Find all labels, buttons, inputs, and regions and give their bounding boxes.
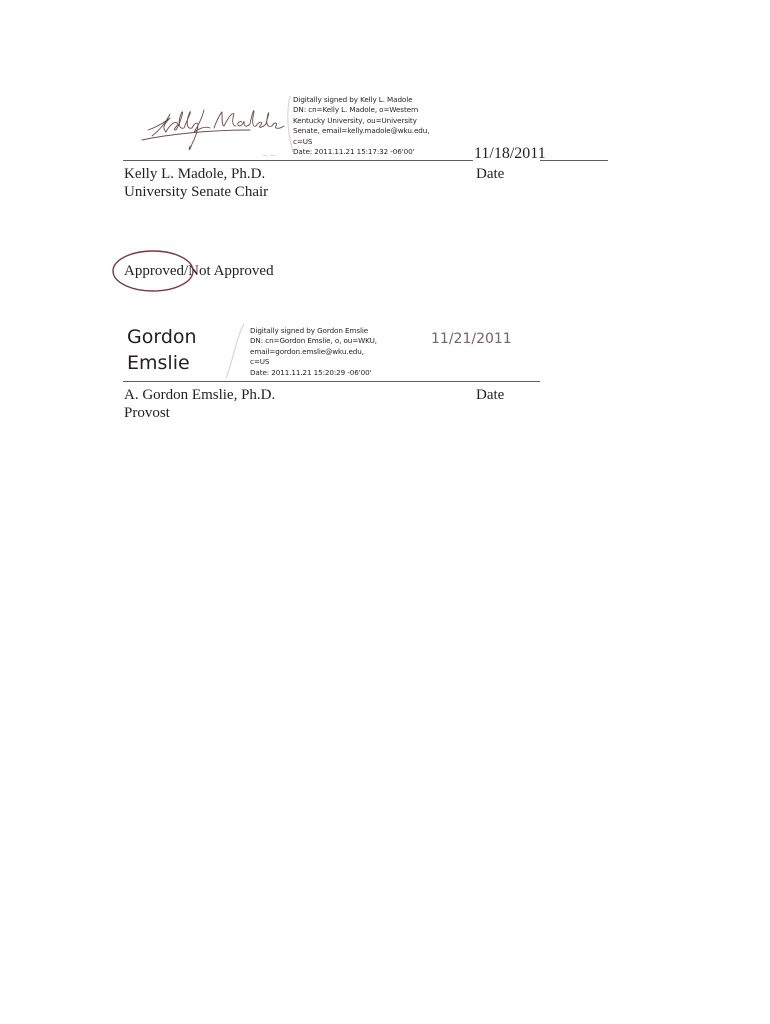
date-label: Date [476, 387, 505, 403]
digital-line: Digitally signed by Gordon Emslie [250, 326, 369, 335]
digital-line: Senate, email=kelly.madole@wku.edu, [293, 126, 430, 136]
digital-line: Date: 2011.11.21 15:17:32 -06'00' [293, 147, 415, 157]
not-approved-option: Not Approved [188, 263, 274, 279]
digital-line: Kentucky University, ou=University [293, 115, 417, 125]
digital-signature-info [250, 326, 377, 378]
signature-line [123, 160, 473, 161]
digital-signature-info [293, 95, 429, 157]
signature-divider-mark [222, 322, 248, 380]
digital-line: c=US [293, 136, 313, 146]
digital-line: c=US [250, 357, 270, 367]
signer-name: A. Gordon Emslie, Ph.D. [124, 387, 276, 403]
digital-line: DN: cn=Kelly L. Madole, o=Western [293, 105, 419, 115]
signer-name-large [127, 324, 197, 376]
date-value: 11/18/2011 [474, 145, 546, 162]
digital-line: DN: cn=Gordon Emslie, o, ou=WKU, [250, 336, 377, 346]
date-line [540, 160, 608, 161]
date-label: Date [476, 166, 505, 182]
digital-line: Date: 2011.11.21 15:20:29 -06'00' [250, 367, 372, 377]
name-large-line: Emslie [127, 352, 190, 374]
date-value: 11/21/2011 [431, 331, 512, 347]
signer-title: University Senate Chair [124, 184, 269, 200]
signer-title: Provost [124, 405, 170, 421]
signer-name: Kelly L. Madole, Ph.D. [124, 166, 266, 182]
digital-line: email=gordon.emslie@wku.edu, [250, 346, 364, 356]
signature-line [123, 381, 540, 382]
approval-circle [110, 249, 198, 293]
svg-text:~ ~: ~ ~ [262, 152, 276, 160]
approved-option: Approved/ [124, 263, 189, 279]
handwritten-signature [140, 100, 290, 162]
digital-line: Digitally signed by Kelly L. Madole [293, 95, 413, 104]
name-large-line: Gordon [127, 326, 197, 348]
